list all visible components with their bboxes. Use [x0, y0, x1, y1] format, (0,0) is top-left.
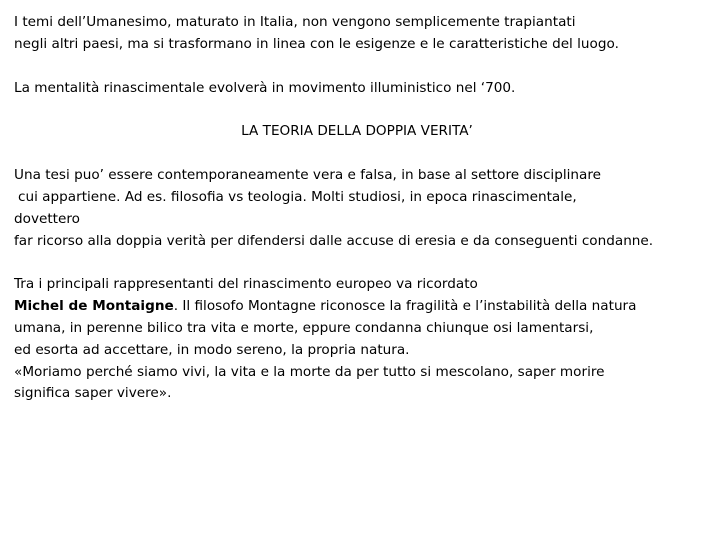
paragraph-montaigne-line-1: Tra i principali rappresentanti del rinascimento europeo va ricordato: [14, 276, 478, 293]
paragraph-montaigne-line-2-rest: . Il filosofo Montagne riconosce la fragilità e l’instabilità della natura: [173, 298, 637, 315]
paragraph-umanesimo: [14, 12, 714, 56]
spacer: [14, 252, 714, 274]
paragraph-montaigne-line-4: ed esorta ad accettare, in modo sereno, la propria natura.: [14, 341, 410, 358]
paragraph-doppia-verita-line-3: dovettero: [14, 210, 80, 227]
section-heading: LA TEORIA DELLA DOPPIA VERITA’: [241, 123, 473, 140]
spacer: [14, 143, 714, 165]
quote-line-2: significa saper vivere».: [14, 385, 172, 402]
spacer: [14, 56, 714, 78]
paragraph-montaigne-line-2: [14, 296, 714, 318]
paragraph-montaigne: [14, 274, 714, 405]
slide-content: [14, 12, 714, 405]
paragraph-umanesimo-line-2: negli altri paesi, ma si trasformano in linea con le esigenze e le caratteristiche del luogo.: [14, 35, 619, 52]
paragraph-doppia-verita-line-2: cui appartiene. Ad es. filosofia vs teologia. Molti studiosi, in epoca rinascimentale,: [18, 188, 577, 205]
paragraph-doppia-verita-line-1: Una tesi puo’ essere contemporaneamente vera e falsa, in base al settore disciplinare: [14, 167, 601, 184]
paragraph-doppia-verita: [14, 165, 714, 252]
spacer: [14, 99, 714, 121]
paragraph-montaigne-line-3: umana, in perenne bilico tra vita e morte, eppure condanna chiunque osi lamentarsi,: [14, 319, 594, 336]
paragraph-mentalita-line-1: La mentalità rinascimentale evolverà in movimento illuministico nel ‘700.: [14, 79, 516, 96]
paragraph-doppia-verita-line-4: far ricorso alla doppia verità per difendersi dalle accuse di eresia e da conseguenti condanne.: [14, 232, 654, 249]
philosopher-name: Michel de Montaigne: [14, 298, 174, 315]
quote-line-1: «Moriamo perché siamo vivi, la vita e la morte da per tutto si mescolano, saper morire: [14, 363, 605, 380]
paragraph-mentalita: [14, 78, 714, 100]
paragraph-umanesimo-line-1: I temi dell’Umanesimo, maturato in Italia, non vengono semplicemente trapiantati: [14, 14, 576, 30]
